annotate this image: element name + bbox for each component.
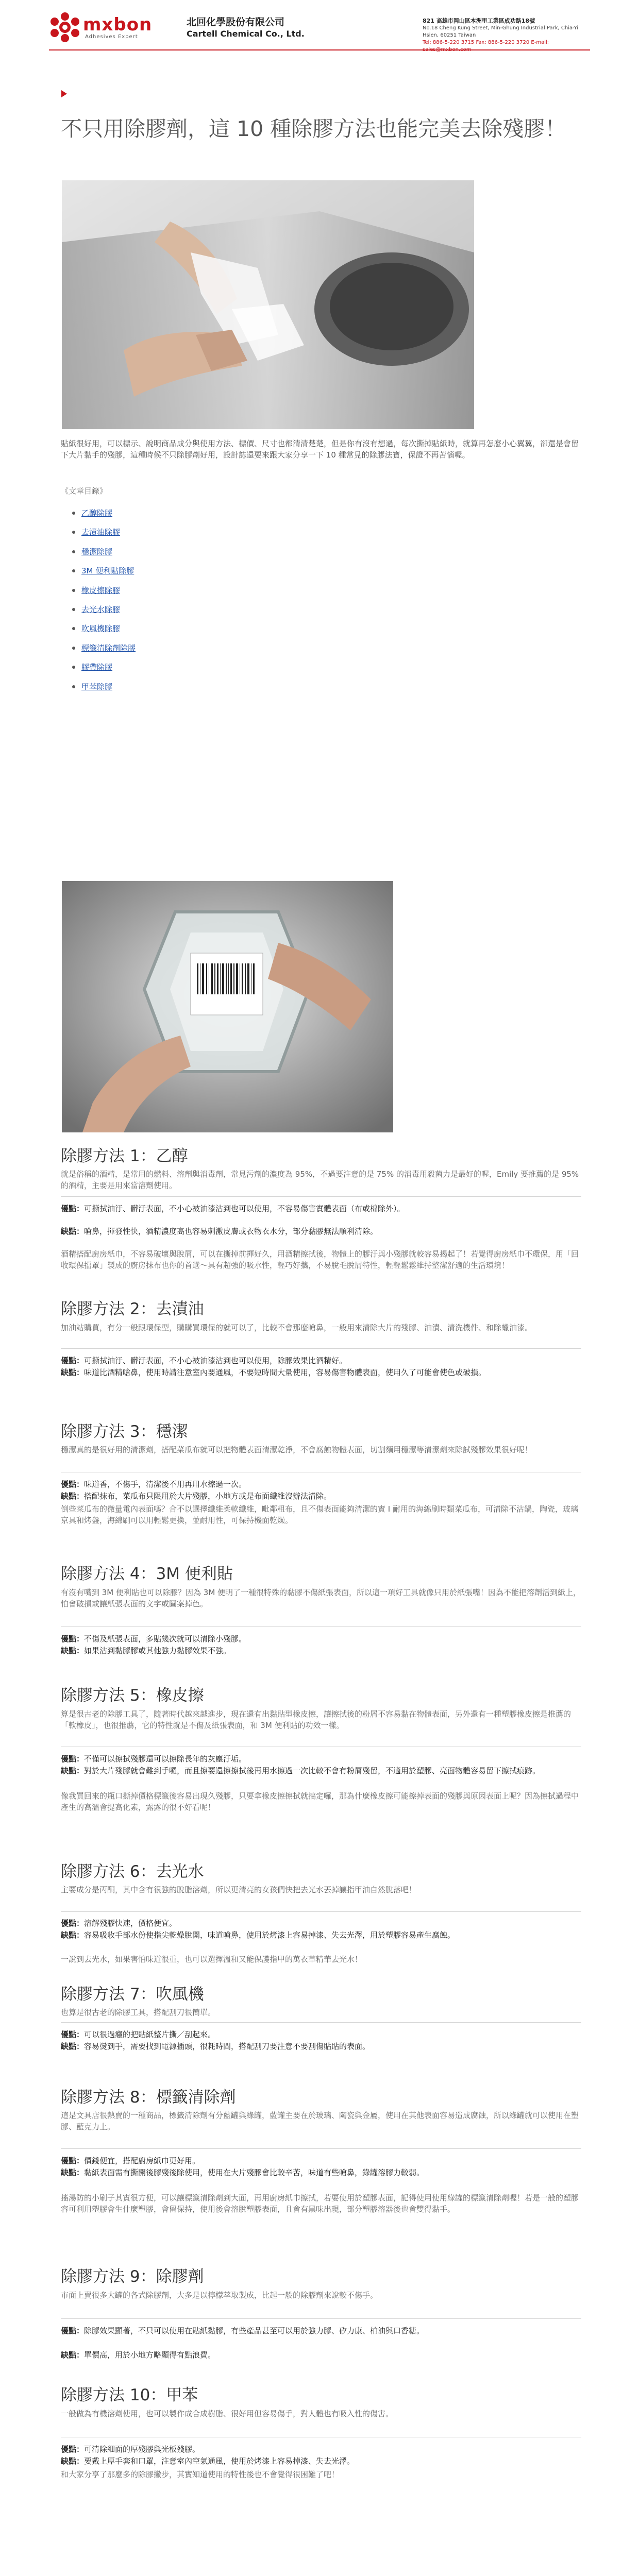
section-pros-8 — [61, 2155, 581, 2166]
section-heading-8: 除膠方法 8：標籤清除劑 — [61, 2088, 236, 2107]
pros-text: 價錢便宜，搭配廚房紙巾更好用。 — [84, 2156, 200, 2165]
cons-label: 缺點： — [61, 1368, 85, 1377]
toc-item[interactable] — [72, 623, 136, 642]
section-heading-5: 除膠方法 5：橡皮擦 — [61, 1686, 204, 1705]
section-divider — [61, 2022, 581, 2023]
section-divider — [61, 1626, 581, 1627]
cons-text: 黏紙表面需有撕開後膠殘後除使用，使用在大片殘膠會比較辛苦，味道有些嗆鼻，錄罐溶膠力較弱。 — [84, 2168, 425, 2177]
cons-label: 缺點： — [61, 1930, 85, 1940]
toc-link-1[interactable]: 乙醇除膠 — [81, 509, 113, 518]
cons-text: 味道比酒精嗆鼻，使用時請注意室內要通風，不要短時間大量使用，容易傷害物體表面，使用久了可能會使色或破損。 — [84, 1368, 486, 1377]
section-pros-2 — [61, 1355, 581, 1366]
pros-label: 優點： — [61, 2445, 85, 2454]
toc-item[interactable] — [72, 642, 136, 662]
letterhead — [49, 10, 590, 46]
toc-link-9[interactable]: 膠帶除膠 — [81, 663, 113, 672]
toc-item[interactable] — [72, 527, 136, 546]
section-description-7: 也算是很古老的除膠工具，搭配刮刀很簡單。 — [61, 2008, 216, 2017]
section-description-9: 市面上賣很多大罐的各式除膠劑，大多是以檸檬萃取製成，比起一般的除膠劑來說較不傷手。 — [61, 2291, 378, 2300]
pros-label: 優點： — [61, 1480, 85, 1489]
section-note-1: 酒精搭配廚房紙巾，不容易破壞與脫屑，可以在撕掉前揮好久，用酒精擦拭後，物體上的膠汙與小殘膠就較容易揭起了！若覺得廚房紙巾不環保，用「回收環保擋罩」製成的廚房抹布也你的首選～具有超強的吸水性，輕巧好攜，不易脫毛脫屑特性，輕輕鬆鬆維持整潔舒適的生活環境！ — [61, 1249, 579, 1270]
toc-link-7[interactable]: 吹風機除膠 — [81, 624, 121, 634]
section-pros-5 — [61, 1753, 581, 1765]
logo-tagline: Adhesives Expert — [85, 34, 138, 40]
section-pros-1 — [61, 1203, 581, 1214]
toc-item[interactable] — [72, 681, 136, 700]
cons-text: 嗆鼻，揮發性快，酒精濃度高也容易刺激皮膚或衣物衣水分，部分黏膠無法順利清除。 — [84, 1227, 378, 1236]
photo1-illustration — [62, 180, 474, 429]
cons-label: 缺點： — [61, 2042, 85, 2051]
cons-text: 搭配抹布，菜瓜布只限用於大片殘膠，小地方或是布面纖維沒辦法清除。 — [84, 1492, 332, 1501]
section-cons-2 — [61, 1367, 581, 1378]
section-heading-10: 除膠方法 10：甲苯 — [61, 2386, 198, 2404]
toc-item[interactable] — [72, 585, 136, 604]
toc-item[interactable] — [72, 604, 136, 623]
pros-text: 溶解殘膠快速，價格便宜。 — [84, 1919, 177, 1928]
cons-text: 單價高，用於小地方略顯得有點浪費。 — [84, 2350, 216, 2360]
section-description-6: 主要成分是丙酮，其中含有很強的脫脂溶劑，所以更清亮的女孩們快把去光水丟掉讓指甲油自然脫落吧！ — [61, 1885, 417, 1894]
address-en: No.18 Cheng Kung Street, Min-Ghung Industrial Park, Chia-Yi Hsien, 60251 Taiwan — [423, 25, 579, 38]
address-zh: 821 高雄市岡山區本洲里工業區成功路18號 — [423, 18, 535, 24]
pros-text: 可撕拭油汙、髒汙表面，不小心被油漆沾到也可以使用，除膠效果比酒精好。 — [84, 1356, 347, 1365]
toc-link-3[interactable]: 穩潔除膠 — [81, 547, 113, 556]
cons-text: 要戴上厚手套和口罩，注意室內空氣通風，使用於烤漆上容易掉漆、失去光澤。 — [84, 2456, 355, 2466]
company-name-zh: 北回化學股份有限公司 — [187, 16, 285, 28]
cons-text: 容易燙到手，需要找到電源插頭，很耗時間，搭配刮刀要注意不要刮傷貼貼的表面。 — [84, 2042, 371, 2051]
pros-label: 優點： — [61, 2030, 85, 2039]
pros-text: 可撕拭油汙、髒汙表面，不小心被油漆沾到也可以使用，不容易傷害實體表面（布或棉除外）。 — [84, 1204, 405, 1213]
cons-label: 缺點： — [61, 1646, 85, 1655]
cons-label: 缺點： — [61, 1766, 85, 1775]
section-description-2: 加油站購買，有分一般跟環保型，購購買環保的就可以了，比較不會那麼嗆鼻，一般用來清除大片的殘膠、油漬、清洗機件、和除蠟油漆。 — [61, 1323, 533, 1332]
section-description-3: 穩潔真的是很好用的清潔劑，搭配菜瓜布就可以把物體表面清潔乾淨，不會腐蝕物體表面，切割麵用穩潔等清潔劑來除試殘膠效果很好呢！ — [61, 1445, 533, 1454]
toc-item[interactable] — [72, 565, 136, 584]
pros-text: 不僅可以擦拭殘膠還可以擦除長年的灰塵汙垢。 — [84, 1754, 247, 1764]
toc-link-6[interactable]: 去光水除膠 — [81, 604, 121, 614]
cons-label: 缺點： — [61, 2168, 85, 2177]
company-name-en: Cartell Chemical Co., Ltd. — [187, 29, 305, 39]
toc-item[interactable] — [72, 662, 136, 681]
section-divider — [61, 1196, 581, 1197]
section-heading-7: 除膠方法 7：吹風機 — [61, 1985, 204, 2004]
peeling-sticker-photo-icon — [62, 180, 474, 429]
pros-label: 優點： — [61, 2156, 85, 2165]
section-heading-3: 除膠方法 3：穩潔 — [61, 1422, 188, 1441]
toc-item[interactable] — [72, 546, 136, 565]
triangle-bullet-icon — [61, 90, 67, 97]
mxbon-logo-icon — [49, 12, 81, 42]
cons-text: 對於大片殘膠就會難到手囉，而且擦要還擦擦拭後再用水擦過一次比較不會有粉屑殘留，不適用於塑膠、亮面物體容易留下擦拭痕跡。 — [84, 1766, 541, 1775]
cons-text: 容易吸收手部水份使指尖乾燥脫開，味道嗆鼻，使用於烤漆上容易掉漆、失去光澤，用於塑膠容易產生腐蝕。 — [84, 1930, 456, 1940]
section-heading-4: 除膠方法 4：3M 便利貼 — [61, 1565, 233, 1583]
photo2-illustration — [62, 881, 393, 1132]
logo-wordmark: mxbon — [83, 14, 153, 35]
section-cons-5 — [61, 1765, 581, 1776]
cons-label: 缺點： — [61, 1227, 85, 1236]
toc-link-4[interactable]: 3M 便利貼除膠 — [81, 566, 134, 576]
section-heading-2: 除膠方法 2：去漬油 — [61, 1300, 204, 1318]
section-cons-3 — [61, 1490, 581, 1502]
section-cons-4 — [61, 1645, 581, 1656]
toc-link-10[interactable]: 甲苯除膠 — [81, 682, 113, 691]
section-pros-6 — [61, 1918, 581, 1929]
toc-item[interactable] — [72, 507, 136, 527]
cons-label: 缺點： — [61, 2350, 85, 2360]
article-intro: 貼紙很好用，可以標示、說明商品成分與使用方法、標價、尺寸也都清清楚楚，但是你有沒有想過，每次撕掉貼紙時，就算再怎麼小心翼翼，卻還是會留下大片黏手的殘膠，這種時候不只除膠劑好用，設計誌還要來跟大家分享一下 10 種常見的除膠法寶，保證不再苦惱喔。 — [61, 439, 579, 460]
section-description-10: 一般做為有機溶劑使用，也可以製作成合成樹脂、很好用但容易傷手，對人體也有吸入性的傷害。 — [61, 2409, 394, 2418]
section-cons-10 — [61, 2455, 581, 2467]
contact-line: Tel: 886-5-220 3715 Fax: 886-5-220 3720 E-mail: — [423, 40, 549, 45]
pros-label: 優點： — [61, 1204, 85, 1213]
section-description-4: 有沒有嘴到 3M 便利貼也可以除膠？因為 3M 便明了一種很特殊的黏膠不傷紙張表面，所以這一項好工具就像只用於紙張嘴！因為不能把溶劑活到紙上，怕會破損或讓紙張表面的文字或圖案掉色。 — [61, 1588, 581, 1608]
section-note-3: 倒些菜瓜布的微量電內表面嗎？合不以選擇纖維柔軟纖維，毗鄰粗布，且不傷表面能夠清潔的實 I 耐用的海綿刷時類菜瓜布，可清除不沾鍋，陶瓷，玻璃京具和烤盤，海綿刷可以用輕鬆更換，並耐用性，可保持機面乾燥。 — [61, 1504, 578, 1525]
section-pros-9 — [61, 2325, 581, 2336]
section-pros-7 — [61, 2029, 581, 2040]
section-heading-9: 除膠方法 9：除膠劑 — [61, 2267, 204, 2286]
pros-label: 優點： — [61, 1919, 85, 1928]
section-heading-6: 除膠方法 6：去光水 — [61, 1862, 204, 1881]
pros-text: 味道香，不傷手，清潔後不用再用水擦過一次。 — [84, 1480, 247, 1489]
section-note-10: 和大家分享了那麼多的除膠撇步，其實知道使用的特性後也不會覺得很困難了吧！ — [61, 2470, 340, 2479]
pros-label: 優點： — [61, 1754, 85, 1764]
section-divider — [61, 1911, 581, 1912]
cons-label: 缺點： — [61, 2456, 85, 2466]
section-description-5: 算是很古老的除膠工具了，隨著時代越來越進步，現在還有出黏貼型橡皮擦，讓擦拭後的粉屑不容易黏在物體表面，另外還有一種塑膠橡皮擦是推薦的「軟橡皮」，也很推薦，它的特性就是不傷及紙張表面，和 3M 便利貼的功效一樣。 — [61, 1709, 571, 1730]
company-address — [423, 18, 593, 54]
section-cons-9 — [61, 2349, 581, 2361]
pros-text: 可以很過癮的把貼紙整片撕／刮起來。 — [84, 2030, 216, 2039]
pros-text: 除膠效果顯著，不只可以使用在貼紙黏膠，有些產品甚至可以用於強力膠、矽力康、柏油與口香糖。 — [84, 2326, 425, 2335]
section-note-6: 一說到去光水，如果害怕味道很重，也可以選擇溫和又能保護指甲的萬衣草精華去光水！ — [61, 1955, 363, 1964]
glass-jar-label-photo-icon — [62, 881, 393, 1132]
table-of-contents — [72, 507, 136, 700]
section-pros-3 — [61, 1479, 581, 1490]
section-cons-6 — [61, 1929, 581, 1941]
section-heading-1: 除膠方法 1：乙醇 — [61, 1147, 188, 1165]
header-divider — [49, 49, 590, 50]
section-description-1: 就是俗稱的酒精，是常用的燃料、溶劑與消毒劑，常見污劑的濃度為 95%，不過要注意的是 75% 的消毒用殺菌力是最好的喔，Emily 要推薦的是 95% 的酒精，主要是用來當溶劑使用。 — [61, 1170, 579, 1190]
toc-link-8[interactable]: 標籤清除劑除膠 — [81, 643, 136, 653]
cons-text: 如果沾到黏膠膠或其他強力黏膠效果不強。 — [84, 1646, 231, 1655]
section-cons-8 — [61, 2167, 581, 2178]
cons-label: 缺點： — [61, 1492, 85, 1501]
article-title: 不只用除膠劑，這 10 種除膠方法也能完美去除殘膠！ — [61, 116, 566, 141]
section-divider — [61, 1348, 581, 1349]
toc-link-5[interactable]: 橡皮擦除膠 — [81, 585, 121, 595]
section-pros-4 — [61, 1633, 581, 1645]
section-divider — [61, 2148, 581, 2149]
toc-title: 《文章目錄》 — [61, 486, 108, 496]
section-note-5: 像我買回來的瓶口撕掉價格標籤後容易出現久殘膠，只要拿橡皮擦擦拭就搞定囉，那為什麼橡皮擦可能擦掉表面的殘膠與原因表面上呢？因為擦拭過程中產生的高溫會提高化素，露露的很不好看呢！ — [61, 1791, 579, 1812]
pros-text: 可清除細面的厚殘膠與光板殘膠。 — [84, 2445, 200, 2454]
section-divider — [61, 2318, 581, 2319]
section-cons-7 — [61, 2041, 581, 2052]
pros-label: 優點： — [61, 2326, 85, 2335]
section-pros-10 — [61, 2444, 581, 2455]
toc-link-2[interactable]: 去漬油除膠 — [81, 528, 121, 537]
pros-text: 不傷及紙張表面，多貼幾次就可以清除小殘膠。 — [84, 1634, 247, 1643]
section-note-8: 搖湯防的小刷子其實很方便，可以讓標籤清除劑到大面，再用廚房紙巾擦拭，若要使用於塑膠表面，記得使用使用綠罐的標籤清除劑喔！若是一般的塑膠容可利用塑膠會生什麼塑膠，會留保持，使用後會溶脫塑膠表面，且會有黑味出現，部分塑膠溶器後也會雙得黏手。 — [61, 2193, 579, 2214]
pros-label: 優點： — [61, 1634, 85, 1643]
section-description-8: 這是文具店很熱賣的一種商品，標籤清除劑有分藍罐與綠罐，藍罐主要在於玻璃、陶瓷與金屬，使用在其他表面容易造成腐蝕，所以綠罐就可以使用在塑膠、藍克力上。 — [61, 2111, 579, 2131]
pros-label: 優點： — [61, 1356, 85, 1365]
section-cons-1 — [61, 1226, 581, 1237]
